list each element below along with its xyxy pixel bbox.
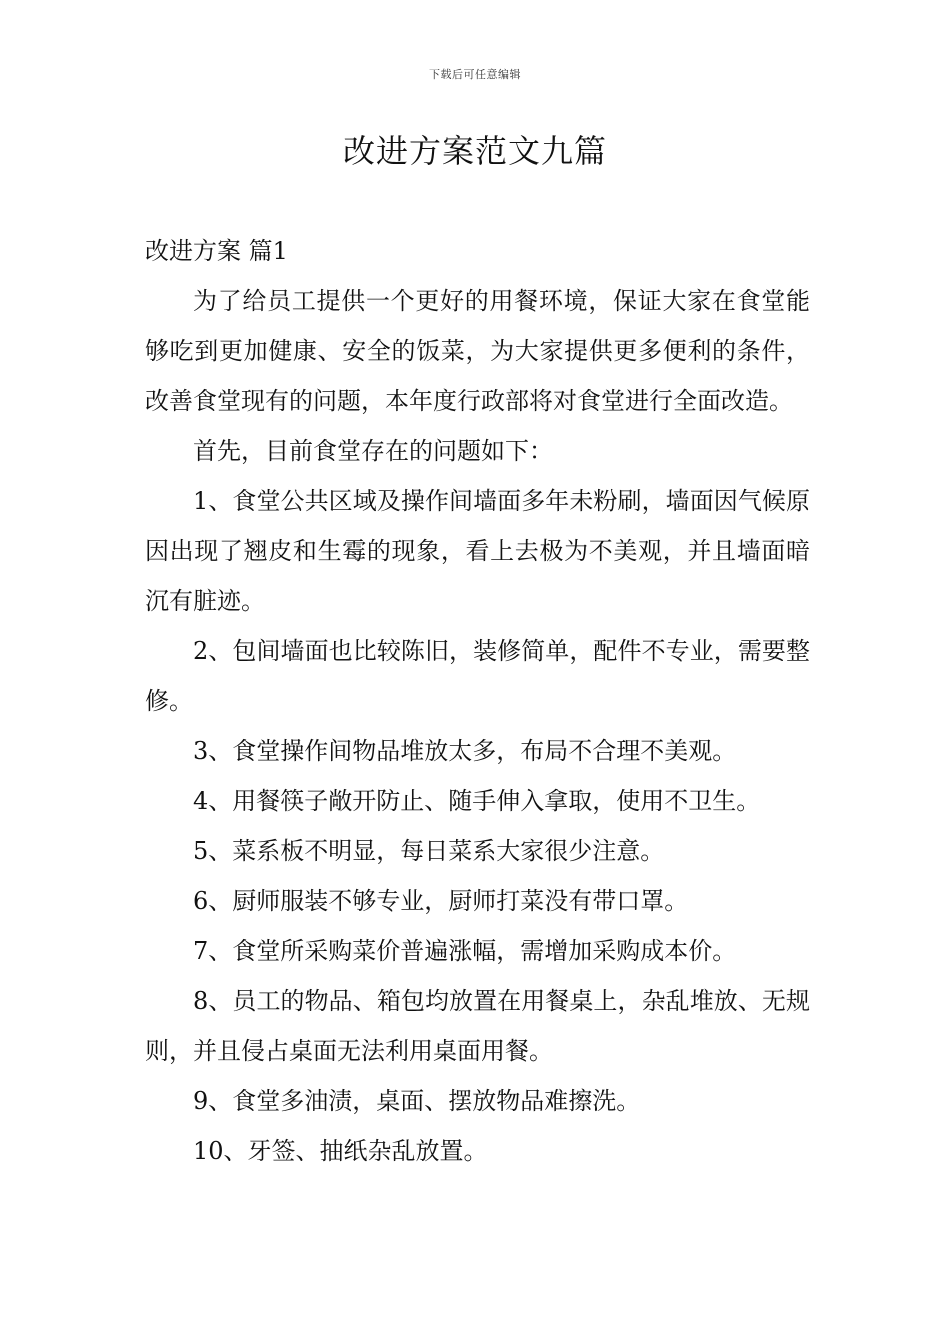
header-note: 下载后可任意编辑	[429, 68, 521, 81]
problem-item-6: 6、厨师服装不够专业，厨师打菜没有带口罩。	[193, 887, 689, 915]
problem-item-5: 5、菜系板不明显，每日菜系大家很少注意。	[193, 837, 665, 865]
document-body	[145, 226, 810, 1176]
problem-item-3: 3、食堂操作间物品堆放太多，布局不合理不美观。	[193, 737, 737, 765]
problem-item-1: 1、食堂公共区域及操作间墙面多年未粉刷，墙面因气候原因出现了翘皮和生霉的现象，看上去极为不美观，并且墙面暗沉有脏迹。	[145, 487, 810, 615]
paragraph-intro: 为了给员工提供一个更好的用餐环境，保证大家在食堂能够吃到更加健康、安全的饭菜，为大家提供更多便利的条件，改善食堂现有的问题，本年度行政部将对食堂进行全面改造。	[145, 287, 810, 415]
problem-item-10: 10、牙签、抽纸杂乱放置。	[193, 1137, 488, 1165]
problem-item-9: 9、食堂多油渍，桌面、摆放物品难擦洗。	[193, 1087, 641, 1115]
problem-item-8: 8、员工的物品、箱包均放置在用餐桌上，杂乱堆放、无规则，并且侵占桌面无法利用桌面用餐。	[145, 987, 810, 1065]
problem-item-2: 2、包间墙面也比较陈旧，装修简单，配件不专业，需要整修。	[145, 637, 810, 715]
paragraph-problems-lead: 首先，目前食堂存在的问题如下：	[193, 437, 553, 465]
section-heading: 改进方案 篇1	[145, 237, 288, 265]
problem-item-7: 7、食堂所采购菜价普遍涨幅，需增加采购成本价。	[193, 937, 737, 965]
document-title: 改进方案范文九篇	[342, 132, 607, 170]
problem-item-4: 4、用餐筷子敞开防止、随手伸入拿取，使用不卫生。	[193, 787, 761, 815]
